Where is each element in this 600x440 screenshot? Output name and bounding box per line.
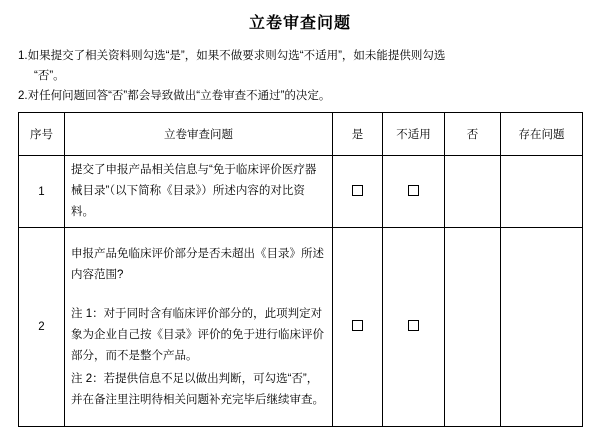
question-paragraph: 申报产品免临床评价部分是否未超出《目录》所述内容范围? bbox=[71, 247, 324, 281]
yes-checkbox[interactable] bbox=[352, 320, 363, 331]
review-table bbox=[18, 112, 583, 427]
column-header-question: 立卷审查问题 bbox=[65, 113, 333, 156]
row-number: 2 bbox=[19, 228, 65, 427]
question-note-2: 注 2：若提供信息不足以做出判断，可勾选“否”，并在备注里注明待相关问题补充完毕后继续审查。 bbox=[71, 372, 324, 406]
yes-checkbox[interactable] bbox=[352, 185, 363, 196]
yes-checkbox-cell[interactable] bbox=[333, 156, 383, 228]
negative-checkbox-cell[interactable] bbox=[445, 228, 501, 427]
question-note-1: 注 1：对于同时含有临床评价部分的，此项判定对象为企业自己按《目录》评价的免于进行临床评价部分，而不是整个产品。 bbox=[71, 307, 324, 362]
na-checkbox-cell[interactable] bbox=[383, 228, 445, 427]
issue-cell[interactable] bbox=[501, 228, 583, 427]
na-checkbox-cell[interactable] bbox=[383, 156, 445, 228]
page-title: 立卷审查问题 bbox=[248, 15, 351, 32]
intro-line-2: “否”。 bbox=[34, 70, 65, 82]
table-row bbox=[19, 156, 583, 228]
column-header-negative: 否 bbox=[445, 113, 501, 156]
na-checkbox[interactable] bbox=[408, 185, 419, 196]
question-paragraph: 提交了申报产品相关信息与“免于临床评价医疗器械目录”（以下简称《目录》）所述内容的对比资料。 bbox=[71, 164, 317, 218]
na-checkbox[interactable] bbox=[408, 320, 419, 331]
negative-checkbox-cell[interactable] bbox=[445, 156, 501, 228]
column-header-na: 不适用 bbox=[383, 113, 445, 156]
row-question bbox=[65, 156, 333, 228]
issue-cell[interactable] bbox=[501, 156, 583, 228]
table-row bbox=[19, 228, 583, 427]
intro-text bbox=[18, 46, 582, 106]
row-question bbox=[65, 228, 333, 427]
table-header-row bbox=[19, 113, 583, 156]
yes-checkbox-cell[interactable] bbox=[333, 228, 383, 427]
intro-line-3: 2.对任何问题回答“否”都会导致做出“立卷审查不通过”的决定。 bbox=[18, 90, 331, 102]
paragraph-spacer bbox=[71, 286, 326, 304]
column-header-no: 序号 bbox=[19, 113, 65, 156]
column-header-yes: 是 bbox=[333, 113, 383, 156]
column-header-issue: 存在问题 bbox=[501, 113, 583, 156]
intro-line-1: 1.如果提交了相关资料则勾选“是”，如果不做要求则勾选“不适用”，如未能提供则勾选 bbox=[18, 50, 446, 62]
row-number: 1 bbox=[19, 156, 65, 228]
